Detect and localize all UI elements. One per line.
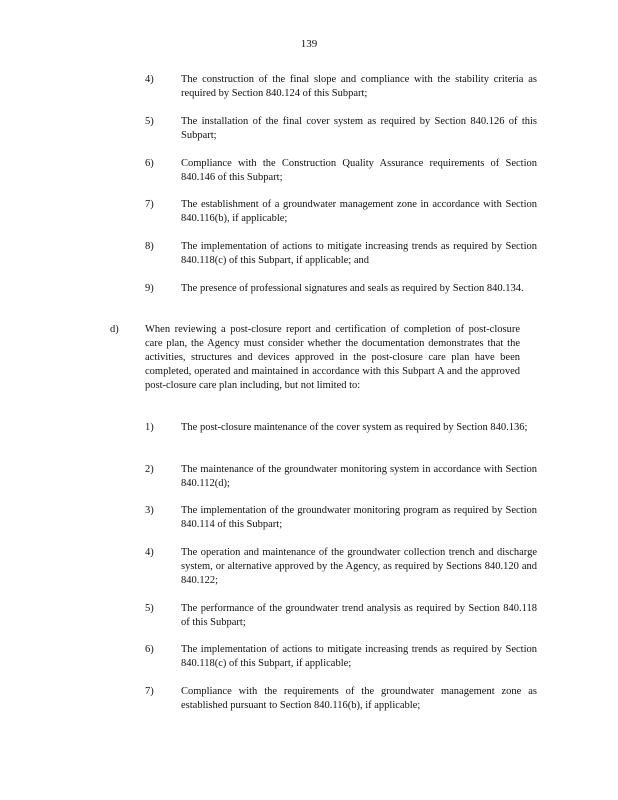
list-item: [145, 685, 537, 713]
list-item-text: The post-closure maintenance of the cover system as required by Section 840.136;: [181, 422, 528, 433]
list-item-text: The implementation of the groundwater monitoring program as required by Section 840.114 of this Subpart;: [181, 505, 537, 530]
list-item-number: 7): [145, 199, 154, 210]
list-item: [145, 198, 537, 226]
list-item-number: 5): [145, 603, 154, 614]
list-item-text: The operation and maintenance of the groundwater collection trench and discharge system, or alternative approved by the Agency, as required by Sections 840.120 and 840.122;: [181, 547, 537, 586]
section-text: When reviewing a post-closure report and certification of completion of post-closure care plan, the Agency must consider whether the documentation demonstrates that the activities, structures and devices approved in the post-closure care plan have been completed, operated and maintained in accordance with this Subpart A and the approved post-closure care plan including, but not limited to:: [145, 324, 520, 391]
list-item-number: 4): [145, 547, 154, 558]
list-item-number: 1): [145, 422, 154, 433]
list-item: [145, 115, 537, 143]
list-item-number: 3): [145, 505, 154, 516]
list-item-text: The implementation of actions to mitigate increasing trends as required by Section 840.118(c) of this Subpart, if applicable;: [181, 644, 537, 669]
list-item: [145, 157, 537, 185]
list-item-number: 8): [145, 241, 154, 252]
list-item-text: The establishment of a groundwater management zone in accordance with Section 840.116(b), if applicable;: [181, 199, 537, 224]
list-item: [145, 463, 537, 491]
section-paragraph: [110, 323, 520, 393]
list-item-number: 2): [145, 464, 154, 475]
list-item-number: 4): [145, 74, 154, 85]
list-item: [145, 421, 537, 435]
list-item-text: The presence of professional signatures and seals as required by Section 840.134.: [181, 283, 524, 294]
list-item: [145, 282, 537, 296]
list-item: [145, 643, 537, 671]
list-item-number: 6): [145, 158, 154, 169]
list-item-text: Compliance with the requirements of the groundwater management zone as established pursuant to Section 840.116(b), if applicable;: [181, 686, 537, 711]
list-item-number: 9): [145, 283, 154, 294]
list-item: [145, 73, 537, 101]
list-item: [145, 546, 537, 588]
section-number: d): [110, 324, 119, 335]
list-item-text: The construction of the final slope and compliance with the stability criteria as required by Section 840.124 of this Subpart;: [181, 74, 537, 99]
list-item-text: The performance of the groundwater trend analysis as required by Section 840.118 of this Subpart;: [181, 603, 537, 628]
list-item-text: The installation of the final cover system as required by Section 840.126 of this Subpart;: [181, 116, 537, 141]
list-item: [145, 240, 537, 268]
list-item-text: Compliance with the Construction Quality Assurance requirements of Section 840.146 of this Subpart;: [181, 158, 537, 183]
list-item: [145, 602, 537, 630]
list-item: [145, 504, 537, 532]
page-number: 139: [300, 38, 318, 50]
list-item-number: 7): [145, 686, 154, 697]
list-item-text: The maintenance of the groundwater monitoring system in accordance with Section 840.112(d);: [181, 464, 537, 489]
list-item-number: 5): [145, 116, 154, 127]
list-item-text: The implementation of actions to mitigate increasing trends as required by Section 840.118(c) of this Subpart, if applicable; and: [181, 241, 537, 266]
list-item-number: 6): [145, 644, 154, 655]
